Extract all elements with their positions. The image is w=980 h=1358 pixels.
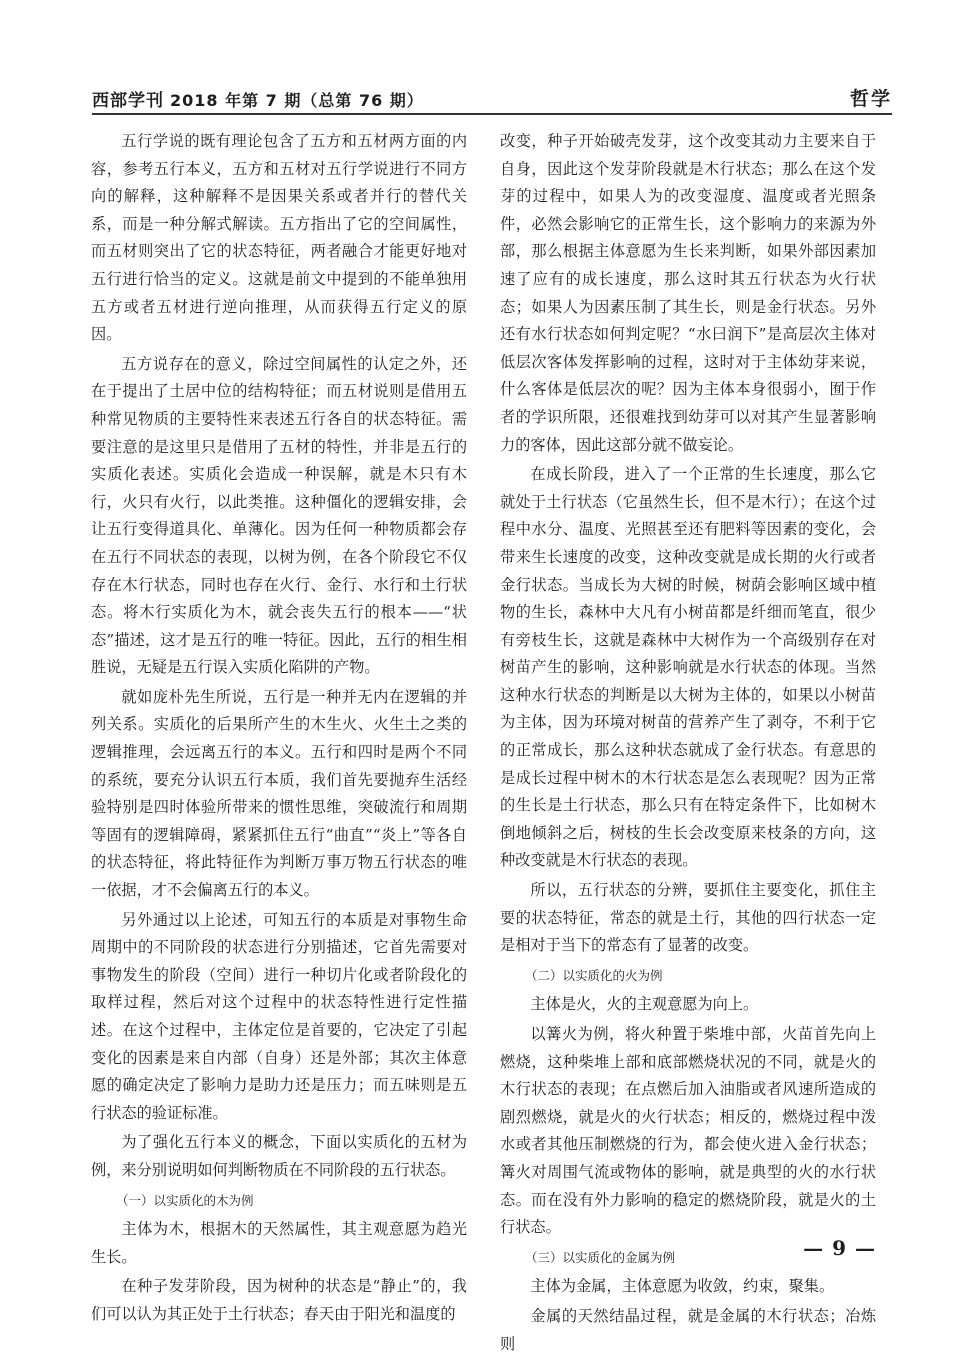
paragraph: 另外通过以上论述，可知五行的本质是对事物生命周期中的不同阶段的状态进行分别描述，它首先需要对事物发生的阶段（空间）进行一种切片化或者阶段化的取样过程，然后对这个过程中的状态特性进行定性描述。在这个过程中，主体定位是首要的，它决定了引起变化的因素是来自内部（自身）还是外部；其次主体意愿的确定决定了影响力是助力还是压力；而五味则是五行状态的验证标准。 <box>91 910 467 1122</box>
paragraph: 以篝火为例，将火种置于柴堆中部，火苗首先向上燃烧，这种柴堆上部和底部燃烧状况的不同，就是火的木行状态的表现；在点燃后加入油脂或者风速所造成的剧烈燃烧，就是火的火行状态；相反的，燃烧过程中泼水或者其他压制燃烧的行为，都会使火进入金行状态；篝火对周围气流或物体的影响，就是典型的火的水行状态。而在没有外力影响的稳定的燃烧阶段，就是火的土行状态。 <box>500 1025 876 1237</box>
paragraph: 所以，五行状态的分辨，要抓住主要变化，抓住主要的状态特征，常态的就是土行，其他的四行状态一定是相对于当下的常态有了显著的改变。 <box>500 881 876 955</box>
paragraph: 在成长阶段，进入了一个正常的生长速度，那么它就处于土行状态（它虽然生长，但不是木行）；在这个过程中水分、温度、光照甚至还有肥料等因素的变化，会带来生长速度的改变，这种改变就是成长期的火行或者金行状态。当成长为大树的时候，树荫会影响区域中植物的生长，森林中大凡有小树苗都是纤细而笔直，很少有旁枝生长，这就是森林中大树作为一个高级别存在对树苗产生的影响，这种影响就是水行状态的体现。当然这种水行状态的判断是以大树为主体的，如果以小树苗为主体，因为环境对树苗的营养产生了剥夺，不利于它的正常成长，那么这种状态就成了金行状态。有意思的是成长过程中树木的木行状态是怎么表现呢？因为正常的生长是土行状态，那么只有在特定条件下，比如树木倒地倾斜之后，树枝的生长会改变原来枝条的方向，这种改变就是木行状态的表现。 <box>500 465 876 870</box>
paragraph: 主体为金属，主体意愿为收敛，约束，聚集。 <box>530 1277 835 1296</box>
paragraph: 改变，种子开始破壳发芽，这个改变其动力主要来自于自身，因此这个发芽阶段就是木行状态；那么在这个发芽的过程中，如果人为的改变湿度、温度或者光照条件，必然会影响它的正常生长，这个影响力的来源为外部，那么根据主体意愿为生长来判断，如果外部因素加速了应有的成长速度，那么这时其五行状态为火行状态；如果人为因素压制了其生长，则是金行状态。另外还有水行状态如何判定呢？“水曰润下”是高层次主体对低层次客体发挥影响的过程，这时对于主体幼芽来说，什么客体是低层次的呢？因为主体本身很弱小，囿于作者的学识所限，还很难找到幼芽可以对其产生显著影响力的客体，因此这部分就不做妄论。 <box>500 132 876 454</box>
paragraph: 主体为木，根据木的天然属性，其主观意愿为趋光生长。 <box>91 1220 467 1266</box>
left-column <box>91 128 467 1323</box>
header-rule <box>92 113 892 115</box>
paragraph: 主体是火，火的主观意愿为向上。 <box>530 995 759 1014</box>
running-header <box>92 82 892 112</box>
subsection-heading: （一）以实质化的木为例 <box>116 1192 254 1208</box>
section-title: 哲学 <box>849 88 892 110</box>
right-column <box>500 128 876 1353</box>
journal-info <box>92 86 424 111</box>
journal-logo: 西部学刊 <box>92 91 164 111</box>
paragraph: 金属的天然结晶过程，就是金属的木行状态；冶炼则 <box>500 1306 876 1353</box>
page-number: — 9 — <box>803 1236 876 1260</box>
paragraph: 就如庞朴先生所说，五行是一种并无内在逻辑的并列关系。实质化的后果所产生的木生火、火生土之类的逻辑推理，会远离五行的本义。五行和四时是两个不同的系统，要充分认识五行本质，我们首先要抛弃生活经验特别是四时体验所带来的惯性思维，突破流行和周期等固有的逻辑障碍，紧紧抓住五行“曲直”“炎上”等各自的状态特征，将此特征作为判断万事万物五行状态的唯一依据，才不会偏离五行的本义。 <box>91 687 467 900</box>
paragraph: 为了强化五行本义的概念，下面以实质化的五材为例，来分别说明如何判断物质在不同阶段的五行状态。 <box>91 1133 467 1179</box>
paragraph: 五行学说的既有理论包含了五方和五材两方面的内容，参考五行本义，五方和五材对五行学说进行不同方向的解释，这种解释不是因果关系或者并行的替代关系，而是一种分解式解读。五方指出了它的空间属性，而五材则突出了它的状态特征，两者融合才能更好地对五行进行恰当的定义。这就是前文中提到的不能单独用五方或者五材进行逆向推理，从而获得五行定义的原因。 <box>91 132 467 344</box>
subsection-heading: （二）以实质化的火为例 <box>525 967 663 983</box>
paragraph: 在种子发芽阶段，因为树种的状态是“静止”的，我们可以认为其正处于土行状态；春天由于阳光和温度的 <box>91 1277 467 1323</box>
paragraph: 五方说存在的意义，除过空间属性的认定之外，还在于提出了土居中位的结构特征；而五材说则是借用五种常见物质的主要特性来表述五行各自的状态特征。需要注意的是这里只是借用了五材的特性，并非是五行的实质化表述。实质化会造成一种误解，就是木只有木行，火只有火行，以此类推。这种僵化的逻辑安排，会让五行变得道具化、单薄化。因为任何一种物质都会存在五行不同状态的表现，以树为例，在各个阶段它不仅存在木行状态，同时也存在火行、金行、水行和土行状态。将木行实质化为木，就会丧失五行的根本——“状态”描述，这才是五行的唯一特征。因此，五行的相生相胜说，无疑是五行误入实质化陷阱的产物。 <box>91 354 467 677</box>
issue-info: 2018 年第 7 期（总第 76 期） <box>170 91 424 110</box>
subsection-heading: （三）以实质化的金属为例 <box>525 1249 676 1265</box>
